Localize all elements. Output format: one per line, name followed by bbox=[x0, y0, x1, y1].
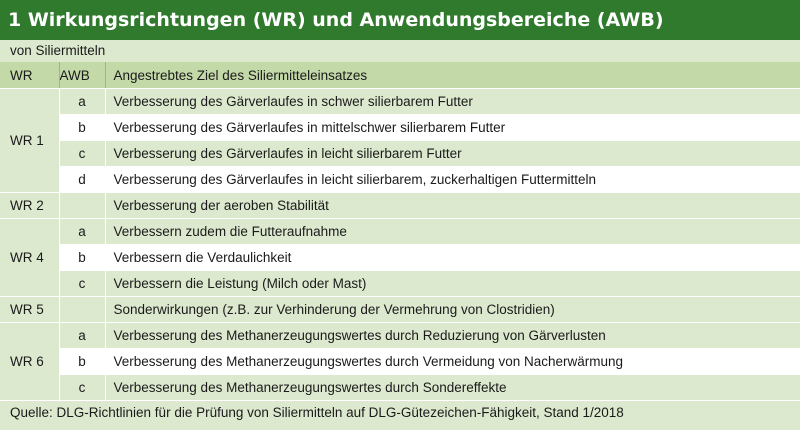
table-row bbox=[0, 167, 800, 193]
awb-cell: a bbox=[59, 323, 105, 349]
table-row bbox=[0, 323, 800, 349]
awb-cell bbox=[59, 193, 105, 219]
goal-cell: Verbesserung der aeroben Stabilität bbox=[105, 193, 800, 219]
wr-cell: WR 5 bbox=[0, 297, 59, 323]
header-wr: WR bbox=[0, 62, 59, 89]
awb-cell: d bbox=[59, 167, 105, 193]
table-row bbox=[0, 115, 800, 141]
table-title: 1 Wirkungsrichtungen (WR) und Anwendungsbereiche (AWB) bbox=[0, 0, 800, 40]
table-row bbox=[0, 141, 800, 167]
goal-cell: Verbesserung des Methanerzeugungswertes durch Vermeidung von Nacherwärmung bbox=[105, 349, 800, 375]
awb-cell: c bbox=[59, 375, 105, 401]
awb-cell: b bbox=[59, 115, 105, 141]
table-row bbox=[0, 375, 800, 401]
goal-cell: Verbesserung des Gärverlaufes in mittelschwer silierbarem Futter bbox=[105, 115, 800, 141]
table-row bbox=[0, 271, 800, 297]
awb-cell: a bbox=[59, 219, 105, 245]
table-row bbox=[0, 297, 800, 323]
goal-cell: Verbesserung des Methanerzeugungswertes durch Sondereffekte bbox=[105, 375, 800, 401]
awb-cell: c bbox=[59, 141, 105, 167]
table-row bbox=[0, 193, 800, 219]
awb-cell: c bbox=[59, 271, 105, 297]
awb-cell: a bbox=[59, 89, 105, 115]
goal-cell: Verbesserung des Gärverlaufes in leicht silierbarem, zuckerhaltigen Futtermitteln bbox=[105, 167, 800, 193]
table-row bbox=[0, 89, 800, 115]
wr-cell: WR 4 bbox=[0, 219, 59, 297]
goal-cell: Verbesserung des Methanerzeugungswertes durch Reduzierung von Gärverlusten bbox=[105, 323, 800, 349]
table-row bbox=[0, 245, 800, 271]
table-row bbox=[0, 219, 800, 245]
wr-cell: WR 2 bbox=[0, 193, 59, 219]
goal-cell: Verbessern zudem die Futteraufnahme bbox=[105, 219, 800, 245]
wr-cell: WR 6 bbox=[0, 323, 59, 401]
wr-cell: WR 1 bbox=[0, 89, 59, 193]
table-subtitle: von Siliermitteln bbox=[0, 40, 800, 62]
header-awb: AWB bbox=[59, 62, 105, 89]
table-row bbox=[0, 349, 800, 375]
goal-cell: Verbesserung des Gärverlaufes in leicht silierbarem Futter bbox=[105, 141, 800, 167]
awb-cell: b bbox=[59, 349, 105, 375]
table-body bbox=[0, 89, 800, 401]
header-row bbox=[0, 62, 800, 89]
goal-cell: Verbesserung des Gärverlaufes in schwer silierbarem Futter bbox=[105, 89, 800, 115]
goal-cell: Sonderwirkungen (z.B. zur Verhinderung der Vermehrung von Clostridien) bbox=[105, 297, 800, 323]
goal-cell: Verbessern die Verdaulichkeit bbox=[105, 245, 800, 271]
wr-awb-table bbox=[0, 62, 800, 401]
awb-cell bbox=[59, 297, 105, 323]
awb-cell: b bbox=[59, 245, 105, 271]
header-goal: Angestrebtes Ziel des Siliermitteleinsatzes bbox=[105, 62, 800, 89]
goal-cell: Verbessern die Leistung (Milch oder Mast) bbox=[105, 271, 800, 297]
source-footnote: Quelle: DLG-Richtlinien für die Prüfung von Siliermitteln auf DLG-Gütezeichen-Fähigkeit, Stand 1/2018 bbox=[0, 401, 800, 430]
